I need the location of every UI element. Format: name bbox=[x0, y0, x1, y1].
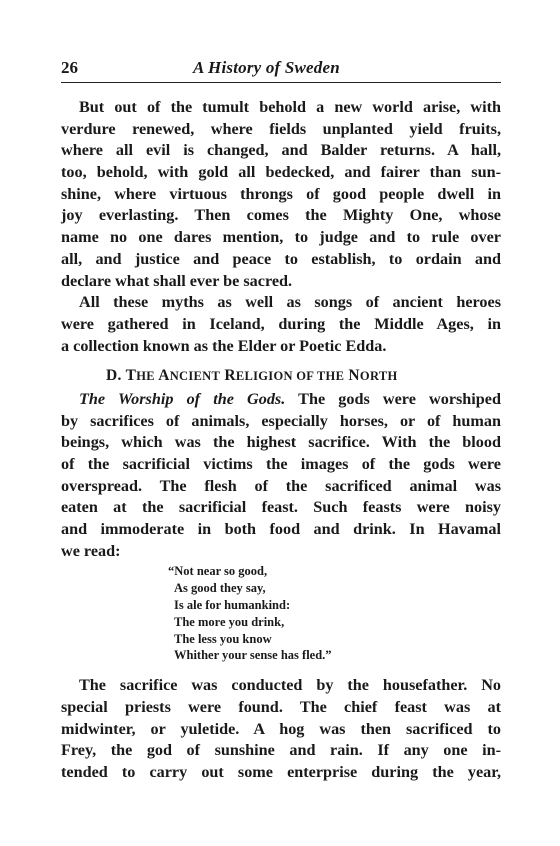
text-line: beings, which was the highest sacrifice. With the blood bbox=[61, 433, 501, 452]
paragraph-sacrifice bbox=[61, 675, 501, 783]
text-line: name no one dares mention, to judge and to rule over bbox=[61, 228, 501, 247]
poem-line: Whither your sense has fled.” bbox=[174, 648, 332, 663]
text-line: But out of the tumult behold a new world arise, with bbox=[79, 98, 501, 116]
text-line: special priests were found. The chief feast was at bbox=[61, 697, 501, 716]
text-line: tended to carry out some enterprise during the year, bbox=[61, 762, 501, 781]
text-line: The sacrifice was conducted by the housefather. No bbox=[79, 676, 501, 695]
poem-line: As good they say, bbox=[174, 581, 266, 596]
text-line: overspread. The flesh of the sacrificed animal was bbox=[61, 476, 501, 495]
subsection-title: The Worship of the Gods. bbox=[79, 389, 286, 408]
text-line: we read: bbox=[61, 541, 121, 560]
paragraph-worship bbox=[61, 389, 501, 563]
text-line: midwinter, or yuletide. A hog was then sacrificed to bbox=[61, 719, 501, 738]
paragraph-tumult bbox=[61, 97, 501, 292]
poem-line: The less you know bbox=[174, 631, 272, 646]
running-title: A History of Sweden bbox=[193, 58, 340, 77]
text-line: of the sacrificial victims the images of the gods were bbox=[61, 455, 501, 473]
section-heading: D. THE ANCIENT RELIGION OF THE NORTH bbox=[106, 367, 398, 385]
text-line: eaten at the sacrificial feast. Such feasts were noisy bbox=[61, 498, 501, 517]
page-number: 26 bbox=[61, 58, 78, 77]
text-line: were gathered in Iceland, during the Middle Ages, in bbox=[61, 314, 501, 333]
body-text bbox=[61, 97, 501, 784]
text-line: by sacrifices of animals, especially horses, or of human bbox=[61, 411, 501, 430]
text-line: too, behold, with gold all bedecked, and fairer than sun- bbox=[61, 163, 501, 182]
text-line: verdure renewed, where fields unplanted yield fruits, bbox=[61, 119, 501, 138]
text-line: Frey, the god of sunshine and rain. If any one in- bbox=[61, 741, 501, 760]
text-line: joy everlasting. Then comes the Mighty One, whose bbox=[61, 206, 501, 225]
text-line: and immoderate in both food and drink. In Havamal bbox=[61, 520, 501, 539]
header-rule bbox=[61, 82, 501, 83]
book-page bbox=[61, 52, 501, 781]
text-line: where all evil is changed, and Balder returns. A hall, bbox=[61, 141, 501, 160]
text-line: all, and justice and peace to establish, to ordain and bbox=[61, 249, 501, 268]
poem-quote bbox=[61, 563, 501, 664]
page-header bbox=[61, 52, 501, 78]
poem-line: Is ale for humankind: bbox=[174, 598, 291, 613]
text-line: All these myths as well as songs of ancient heroes bbox=[79, 293, 501, 312]
paragraph-edda bbox=[61, 292, 501, 357]
poem-line: The more you drink, bbox=[174, 614, 285, 629]
text-line: The Worship of the Gods. The gods were worshiped bbox=[79, 389, 501, 408]
text-line: shine, where virtuous throngs of good people dwell in bbox=[61, 184, 501, 203]
text-line: declare what shall ever be sacred. bbox=[61, 271, 293, 290]
text-line: a collection known as the Elder or Poetic Edda. bbox=[61, 336, 387, 355]
poem-line: “Not near so good, bbox=[168, 564, 268, 579]
